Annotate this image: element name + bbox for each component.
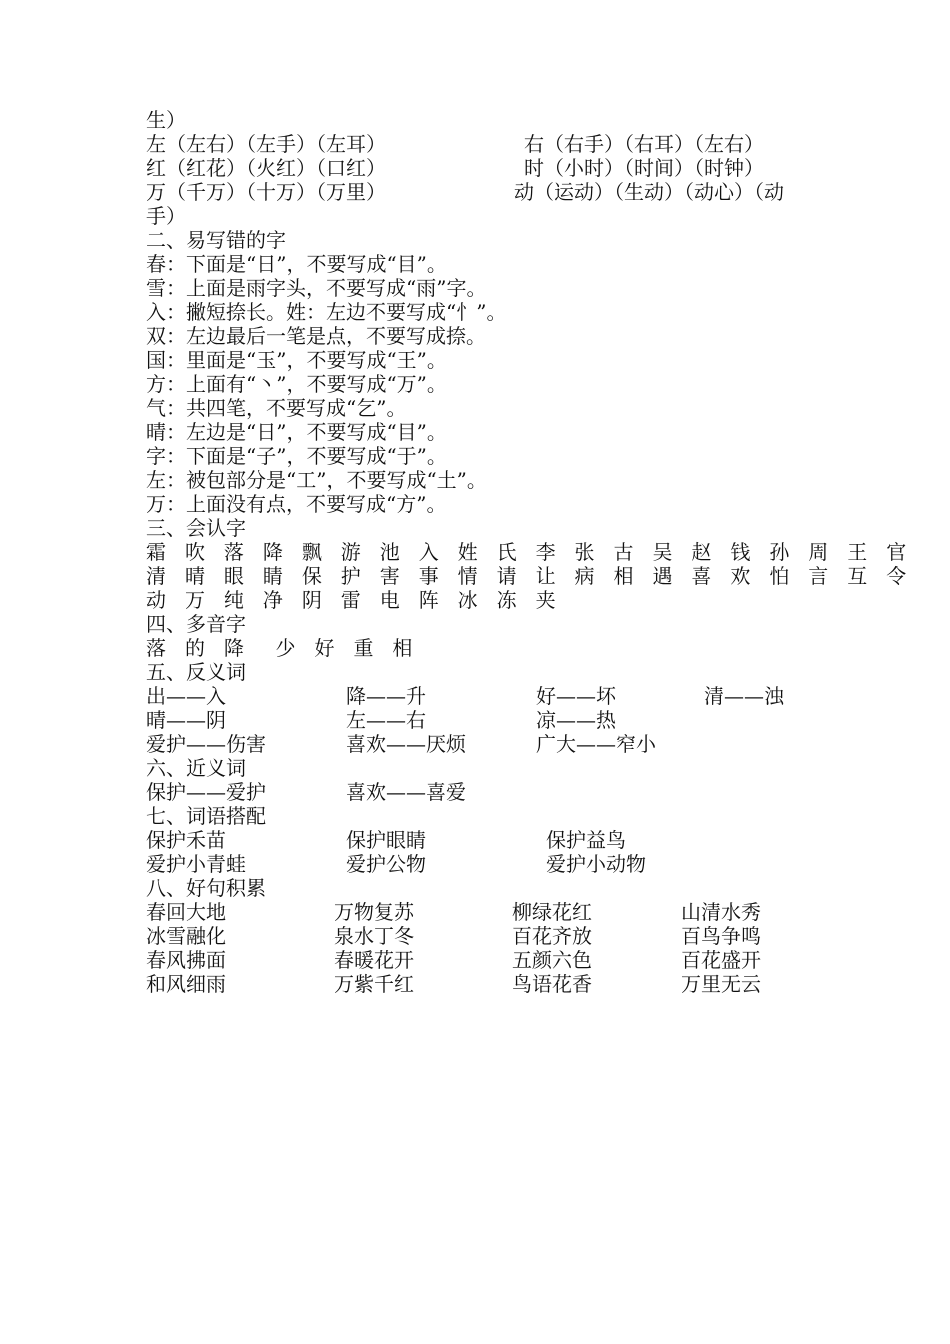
- list-item: 双：左边最后一笔是点，不要写成捺。: [146, 324, 486, 348]
- antonym-pair: 爱护——伤害: [146, 732, 266, 756]
- phrase: 鸟语花香: [512, 972, 592, 996]
- phrase: 万紫千红: [334, 972, 414, 996]
- section-title: 三、会认字: [146, 516, 246, 540]
- document-page: [146, 108, 913, 996]
- list-item: 字：下面是“子”，不要写成“于”。: [146, 444, 447, 468]
- phrase: 和风细雨: [146, 972, 226, 996]
- phrase: 柳绿花红: [512, 900, 592, 924]
- collocation: 保护禾苗: [146, 828, 226, 852]
- phrase: 百花盛开: [681, 948, 761, 972]
- section-title: 八、好句积累: [146, 876, 266, 900]
- character-line: 清 晴 眼 睛 保 护 害 事 情 请 让 病 相 遇 喜 欢 怕 言 互 令: [146, 564, 913, 588]
- phrase-row: [146, 972, 826, 996]
- collocation: 爱护小动物: [546, 852, 646, 876]
- phrase: 五颜六色: [512, 948, 592, 972]
- antonym-row: [146, 732, 826, 756]
- phrase: 春风拂面: [146, 948, 226, 972]
- text: 手）: [146, 204, 186, 228]
- intro-cell: 时（小时）（时间）（时钟）: [524, 156, 764, 180]
- phrase: 万物复苏: [334, 900, 414, 924]
- synonym-pair: 喜欢——喜爱: [346, 780, 466, 804]
- intro-cell: 右（右手）（右耳）（左右）: [524, 132, 764, 156]
- section-title: 四、多音字: [146, 612, 246, 636]
- character-line: 落 的 降 少 好 重 相: [146, 636, 419, 660]
- intro-row: [146, 132, 826, 156]
- list-item: 春：下面是“日”，不要写成“目”。: [146, 252, 447, 276]
- collocation: 保护益鸟: [546, 828, 626, 852]
- phrase-row: [146, 900, 826, 924]
- phrase-row: [146, 948, 826, 972]
- antonym-pair: 凉——热: [536, 708, 616, 732]
- list-item: 雪：上面是雨字头，不要写成“雨”字。: [146, 276, 487, 300]
- phrase: 百鸟争鸣: [681, 924, 761, 948]
- intro-row: [146, 156, 826, 180]
- character-line: 霜 吹 落 降 飘 游 池 入 姓 氏 李 张 古 吴 赵 钱 孙 周 王 官: [146, 540, 913, 564]
- phrase: 春暖花开: [334, 948, 414, 972]
- antonym-row: [146, 684, 826, 708]
- antonym-pair: 出——入: [146, 684, 226, 708]
- section-title: 七、词语搭配: [146, 804, 266, 828]
- list-item: 入：撇短捺长。姓：左边不要写成“忄”。: [146, 300, 507, 324]
- intro-cell: 万（千万）（十万）（万里）: [146, 180, 386, 204]
- intro-continuation: [146, 204, 826, 228]
- list-item: 国：里面是“玉”，不要写成“王”。: [146, 348, 447, 372]
- list-item: 气：共四笔，不要写成“乞”。: [146, 396, 407, 420]
- synonym-row: [146, 780, 826, 804]
- antonym-pair: 好——坏: [536, 684, 616, 708]
- section-title: 六、近义词: [146, 756, 246, 780]
- intro-continuation: [146, 108, 826, 132]
- antonym-pair: 广大——窄小: [536, 732, 656, 756]
- intro-row: [146, 180, 826, 204]
- phrase: 春回大地: [146, 900, 226, 924]
- phrase: 山清水秀: [681, 900, 761, 924]
- antonym-pair: 降——升: [346, 684, 426, 708]
- section-title: 五、反义词: [146, 660, 246, 684]
- phrase-row: [146, 924, 826, 948]
- phrase: 冰雪融化: [146, 924, 226, 948]
- list-item: 晴：左边是“日”，不要写成“目”。: [146, 420, 447, 444]
- phrase: 泉水丁冬: [334, 924, 414, 948]
- list-item: 方：上面有“丶”，不要写成“万”。: [146, 372, 447, 396]
- antonym-pair: 晴——阴: [146, 708, 226, 732]
- phrase: 万里无云: [681, 972, 761, 996]
- phrase: 百花齐放: [512, 924, 592, 948]
- intro-cell: 左（左右）（左手）（左耳）: [146, 132, 386, 156]
- section-title: 二、易写错的字: [146, 228, 286, 252]
- character-line: 动 万 纯 净 阴 雷 电 阵 冰 冻 夹: [146, 588, 562, 612]
- collocation: 爱护公物: [346, 852, 426, 876]
- collocation-row: [146, 852, 826, 876]
- intro-cell: 动（运动）（生动）（动心）（动: [514, 180, 784, 204]
- intro-cell: 红（红花）（火红）（口红）: [146, 156, 386, 180]
- list-item: 万：上面没有点，不要写成“方”。: [146, 492, 447, 516]
- list-item: 左：被包部分是“工”，不要写成“土”。: [146, 468, 487, 492]
- collocation: 保护眼睛: [346, 828, 426, 852]
- synonym-pair: 保护——爱护: [146, 780, 266, 804]
- antonym-pair: 清——浊: [704, 684, 784, 708]
- antonym-pair: 左——右: [346, 708, 426, 732]
- collocation: 爱护小青蛙: [146, 852, 246, 876]
- antonym-pair: 喜欢——厌烦: [346, 732, 466, 756]
- antonym-row: [146, 708, 826, 732]
- text: 生）: [146, 108, 186, 132]
- collocation-row: [146, 828, 826, 852]
